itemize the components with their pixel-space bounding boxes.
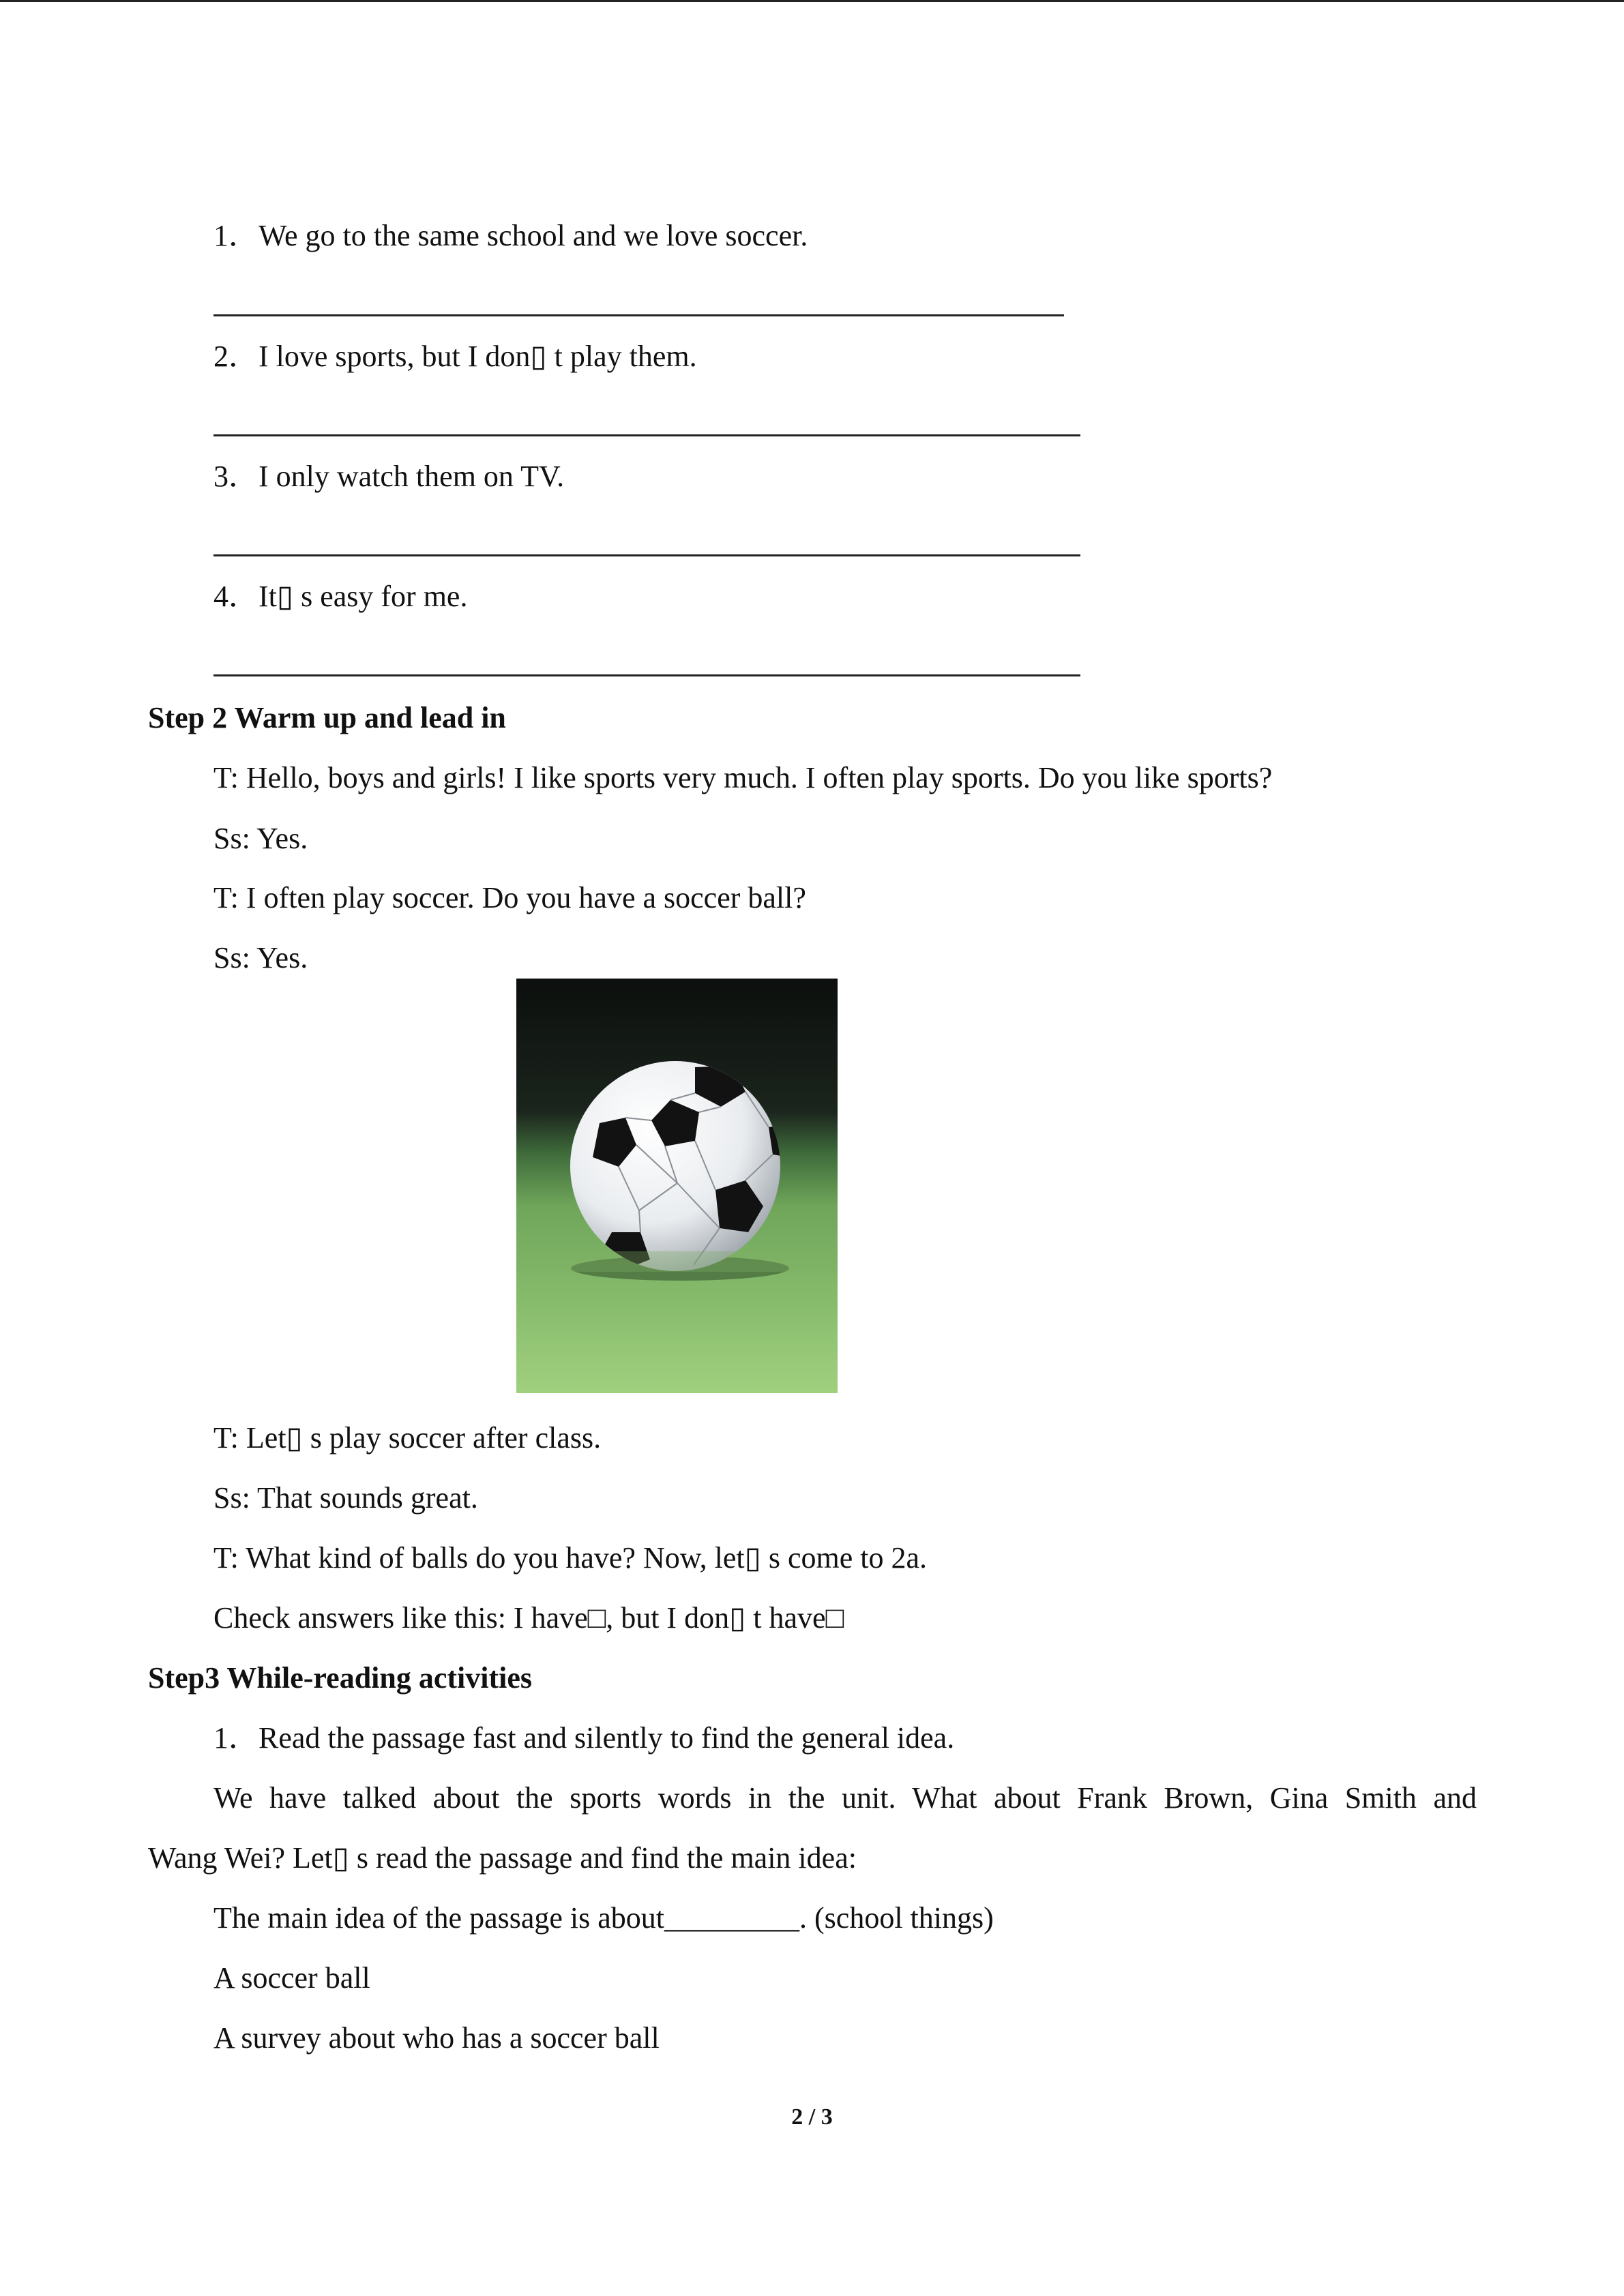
dialogue-line: T: Let▯ s play soccer after class. (213, 1421, 602, 1455)
dialogue-line: Ss: Yes. (213, 941, 308, 974)
page-top-border (0, 0, 1624, 2)
exercise-item-4: 4．It▯ s easy for me. (213, 580, 468, 613)
paragraph-line-1: We have talked about the sports words in the unit. What about Frank Brown, Gina Smith and (213, 1781, 1477, 1815)
answer-line-4 (213, 674, 1080, 676)
step2-heading: Step 2 Warm up and lead in (148, 701, 506, 734)
dialogue-line: Ss: That sounds great. (213, 1481, 478, 1515)
dialogue-line: T: I often play soccer. Do you have a soccer ball? (213, 881, 806, 914)
answer-line-1 (213, 314, 1064, 316)
dialogue-line: T: What kind of balls do you have? Now, let▯ s come to 2a. (213, 1541, 928, 1575)
option-b: A survey about who has a soccer ball (213, 2021, 660, 2055)
main-idea-question: The main idea of the passage is about_________. (school things) (213, 1901, 994, 1935)
check-answers-line: Check answers like this: I have□, but I don▯ t have□ (213, 1601, 844, 1635)
exercise-item-2: 2．I love sports, but I don▯ t play them. (213, 340, 697, 373)
exercise-item-1: 1．We go to the same school and we love soccer. (213, 219, 808, 252)
paragraph-line-2: Wang Wei? Let▯ s read the passage and find the main idea: (148, 1841, 857, 1875)
option-a: A soccer ball (213, 1961, 370, 1995)
page-number: 2 / 3 (791, 2104, 833, 2130)
reading-task: 1．Read the passage fast and silently to find the general idea. (213, 1721, 955, 1755)
answer-line-3 (213, 554, 1080, 556)
dialogue-line: T: Hello, boys and girls! I like sports very much. I often play sports. Do you like sports? (213, 761, 1273, 794)
answer-line-2 (213, 434, 1080, 436)
exercise-item-3: 3．I only watch them on TV. (213, 460, 565, 493)
soccer-ball-photo (516, 979, 838, 1393)
step3-heading: Step3 While-reading activities (148, 1661, 533, 1695)
dialogue-line: Ss: Yes. (213, 822, 308, 855)
